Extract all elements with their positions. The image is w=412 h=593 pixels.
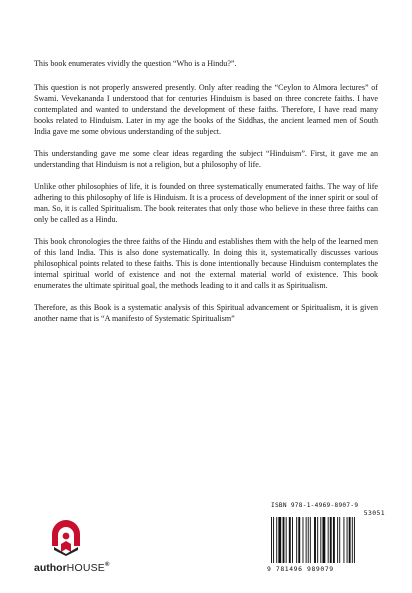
- barcode-bar: [317, 517, 318, 563]
- publisher-logo: [34, 516, 110, 576]
- barcode-bar: [278, 517, 281, 563]
- authorhouse-reader-icon: [48, 516, 84, 556]
- publisher-name: [34, 562, 109, 574]
- ean-digits: 9 781496 989079: [267, 565, 334, 573]
- barcode-bar: [354, 517, 355, 563]
- barcode-bar: [306, 517, 307, 563]
- isbn-barcode: [267, 500, 388, 575]
- blurb-paragraph: This understanding gave me some clear ideas regarding the subject “Hinduism”. First, it gave me an understanding that Hinduism is not a religion, but a philosophy of life.: [34, 149, 378, 169]
- barcode-bar: [292, 517, 293, 563]
- barcode-bar: [289, 517, 291, 563]
- barcode-bar: [330, 517, 332, 563]
- blurb-paragraph: This book chronologies the three faiths of the Hindu and establishes them with the help of the learned men of this land India. This is also done systematically. In doing this it, systematically discusses various philosophical points related to these faiths. This is done intentionally because Hinduism contemplates the internal spiritual world of existence and not the external material world of existence. This book enumerates the ultimate spiritual goal, the methods leading to it and calls it as Spiritualism.: [34, 237, 378, 290]
- registered-mark: ®: [105, 562, 110, 568]
- barcode-bar: [308, 517, 309, 563]
- blurb-text: [34, 58, 378, 335]
- barcode-bar: [296, 517, 297, 563]
- barcode-bar: [298, 517, 300, 563]
- barcode-bar: [352, 517, 353, 563]
- barcode-bar: [347, 517, 348, 563]
- barcode-bar: [339, 517, 340, 563]
- publisher-name-part2: HOUSE: [66, 562, 106, 574]
- barcode-bar: [314, 517, 316, 563]
- barcode-bar: [320, 517, 321, 563]
- barcode-bar: [343, 517, 344, 563]
- blurb-paragraph: Unlike other philosophies of life, it is founded on three systematically enumerated faiths. The way of life adhering to this philosophy of life is Hinduism. It is a process of development of the inner spirit or soul of man. So, it is called Spiritualism. The book reiterates that only those who believe in these three faiths can only be called as a Hindu.: [34, 182, 378, 224]
- barcode-bar: [333, 517, 335, 563]
- blurb-paragraph: This question is not properly answered presently. Only after reading the “Ceylon to Almora lectures” of Swami. Vevekananda I understood that for centuries Hinduism is based on three concrete faiths. I have contemplated and wanted to understand the development of these faiths. Therefore, I have read many books related to Hinduism. Later in my age the books of the Siddhas, the ancient learned men of South India gave me some obvious understanding of the subject.: [34, 83, 378, 136]
- barcode-bar: [349, 517, 351, 563]
- barcode-bar: [276, 517, 277, 563]
- price-code: 53051: [363, 509, 385, 517]
- barcode-bar: [271, 517, 272, 563]
- barcode-bar: [286, 517, 287, 563]
- barcode-bar: [328, 517, 329, 563]
- barcode-bar: [303, 517, 304, 563]
- blurb-paragraph: Therefore, as this Book is a systematic analysis of this Spiritual advancement or Spiritualism, it is given another name that is “A manifesto of Systematic Spiritualism”: [34, 303, 378, 323]
- barcode-bar: [273, 517, 274, 563]
- barcode-bar: [322, 517, 325, 563]
- barcode-bars: [267, 517, 388, 565]
- publisher-name-part1: author: [34, 562, 67, 574]
- barcode-bar: [337, 517, 338, 563]
- barcode-bar: [283, 517, 285, 563]
- barcode-bar: [310, 517, 311, 563]
- isbn-text: ISBN 978-1-4969-8907-9: [271, 502, 359, 509]
- blurb-paragraph: This book enumerates vividly the question “Who is a Hindu?”.: [34, 59, 237, 68]
